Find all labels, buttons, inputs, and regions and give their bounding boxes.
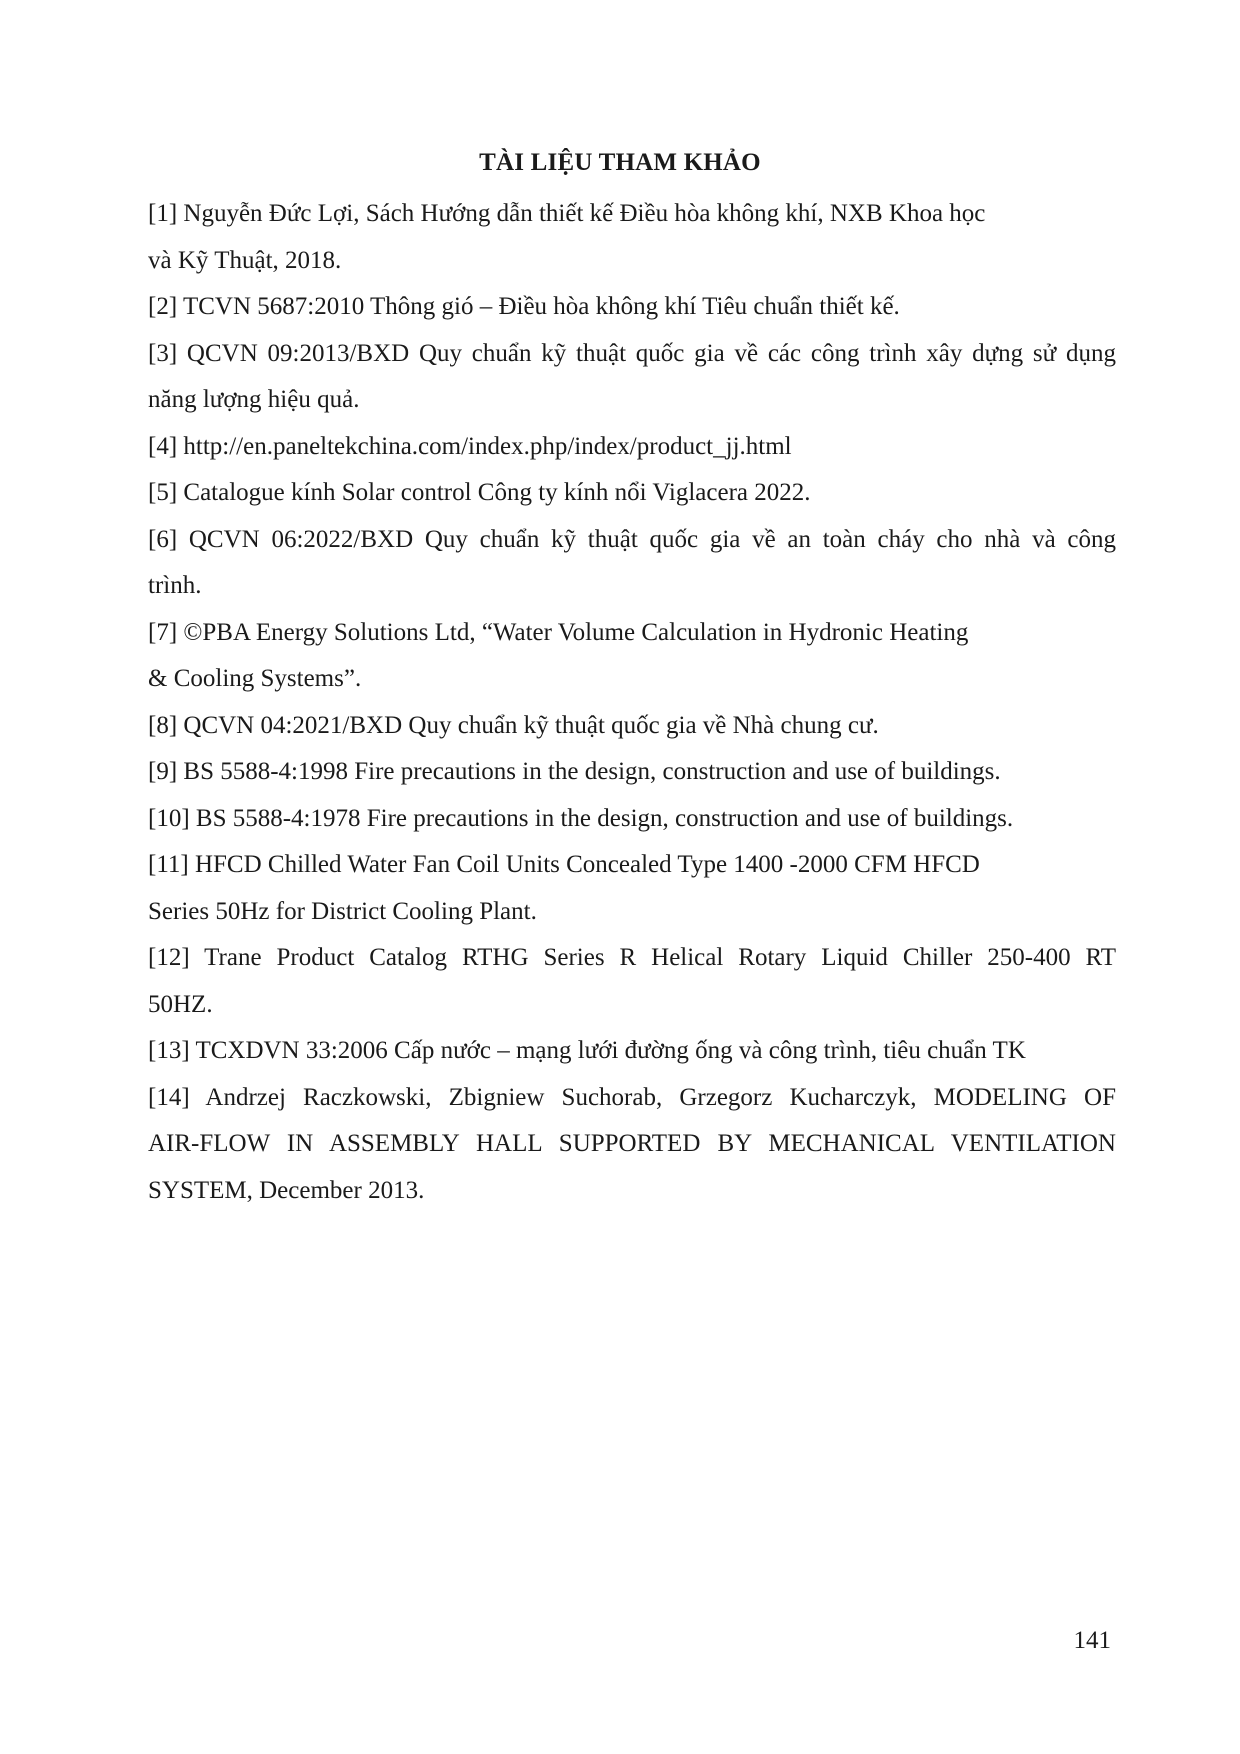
- reference-13-line-1: [13] TCXDVN 33:2006 Cấp nước – mạng lưới đường ống và công trình, tiêu chuẩn TK: [148, 1037, 1026, 1064]
- reference-7-line-2: & Cooling Systems”.: [148, 665, 362, 692]
- reference-1-line-1: [1] Nguyễn Đức Lợi, Sách Hướng dẫn thiết kế Điều hòa không khí, NXB Khoa học: [148, 200, 986, 227]
- reference-12-line-1: [12] Trane Product Catalog RTHG Series R Helical Rotary Liquid Chiller 250-400 RT: [148, 944, 1116, 971]
- reference-14-line-1: [14] Andrzej Raczkowski, Zbigniew Suchorab, Grzegorz Kucharczyk, MODELING OF: [148, 1083, 1116, 1111]
- reference-6-line-1: [6] QCVN 06:2022/BXD Quy chuẩn kỹ thuật quốc gia về an toàn cháy cho nhà và công: [148, 525, 1116, 553]
- reference-3-line-1: [3] QCVN 09:2013/BXD Quy chuẩn kỹ thuật quốc gia về các công trình xây dựng sử dụng: [148, 339, 1116, 367]
- reference-list: [148, 191, 1116, 1214]
- reference-5-line-1: [5] Catalogue kính Solar control Công ty kính nổi Viglacera 2022.: [148, 479, 811, 506]
- reference-11-line-2: Series 50Hz for District Cooling Plant.: [148, 897, 537, 925]
- reference-10-line-1: [10] BS 5588-4:1978 Fire precautions in the design, construction and use of buildings.: [148, 804, 1014, 832]
- reference-7-line-1: [7] ©PBA Energy Solutions Ltd, “Water Volume Calculation in Hydronic Heating: [148, 618, 969, 646]
- reference-9-line-1: [9] BS 5588-4:1998 Fire precautions in the design, construction and use of buildings.: [148, 758, 1001, 785]
- reference-11-line-1: [11] HFCD Chilled Water Fan Coil Units Concealed Type 1400 -2000 CFM HFCD: [148, 851, 980, 878]
- reference-6-line-2: trình.: [148, 572, 202, 599]
- reference-12-line-2: 50HZ.: [148, 990, 213, 1018]
- reference-14-line-3: SYSTEM, December 2013.: [148, 1176, 425, 1204]
- page-number: 141: [1073, 1627, 1111, 1654]
- reference-3-line-2: năng lượng hiệu quả.: [148, 386, 360, 413]
- reference-2-line-1: [2] TCVN 5687:2010 Thông gió – Điều hòa không khí Tiêu chuẩn thiết kế.: [148, 293, 900, 320]
- reference-8-line-1: [8] QCVN 04:2021/BXD Quy chuẩn kỹ thuật quốc gia về Nhà chung cư.: [148, 711, 879, 739]
- page-title: TÀI LIỆU THAM KHẢO: [479, 149, 761, 176]
- reference-4-line-1: [4] http://en.paneltekchina.com/index.php/index/product_jj.html: [148, 432, 792, 460]
- reference-14-line-2: AIR-FLOW IN ASSEMBLY HALL SUPPORTED BY MECHANICAL VENTILATION: [148, 1130, 1116, 1157]
- reference-1-line-2: và Kỹ Thuật, 2018.: [148, 246, 342, 274]
